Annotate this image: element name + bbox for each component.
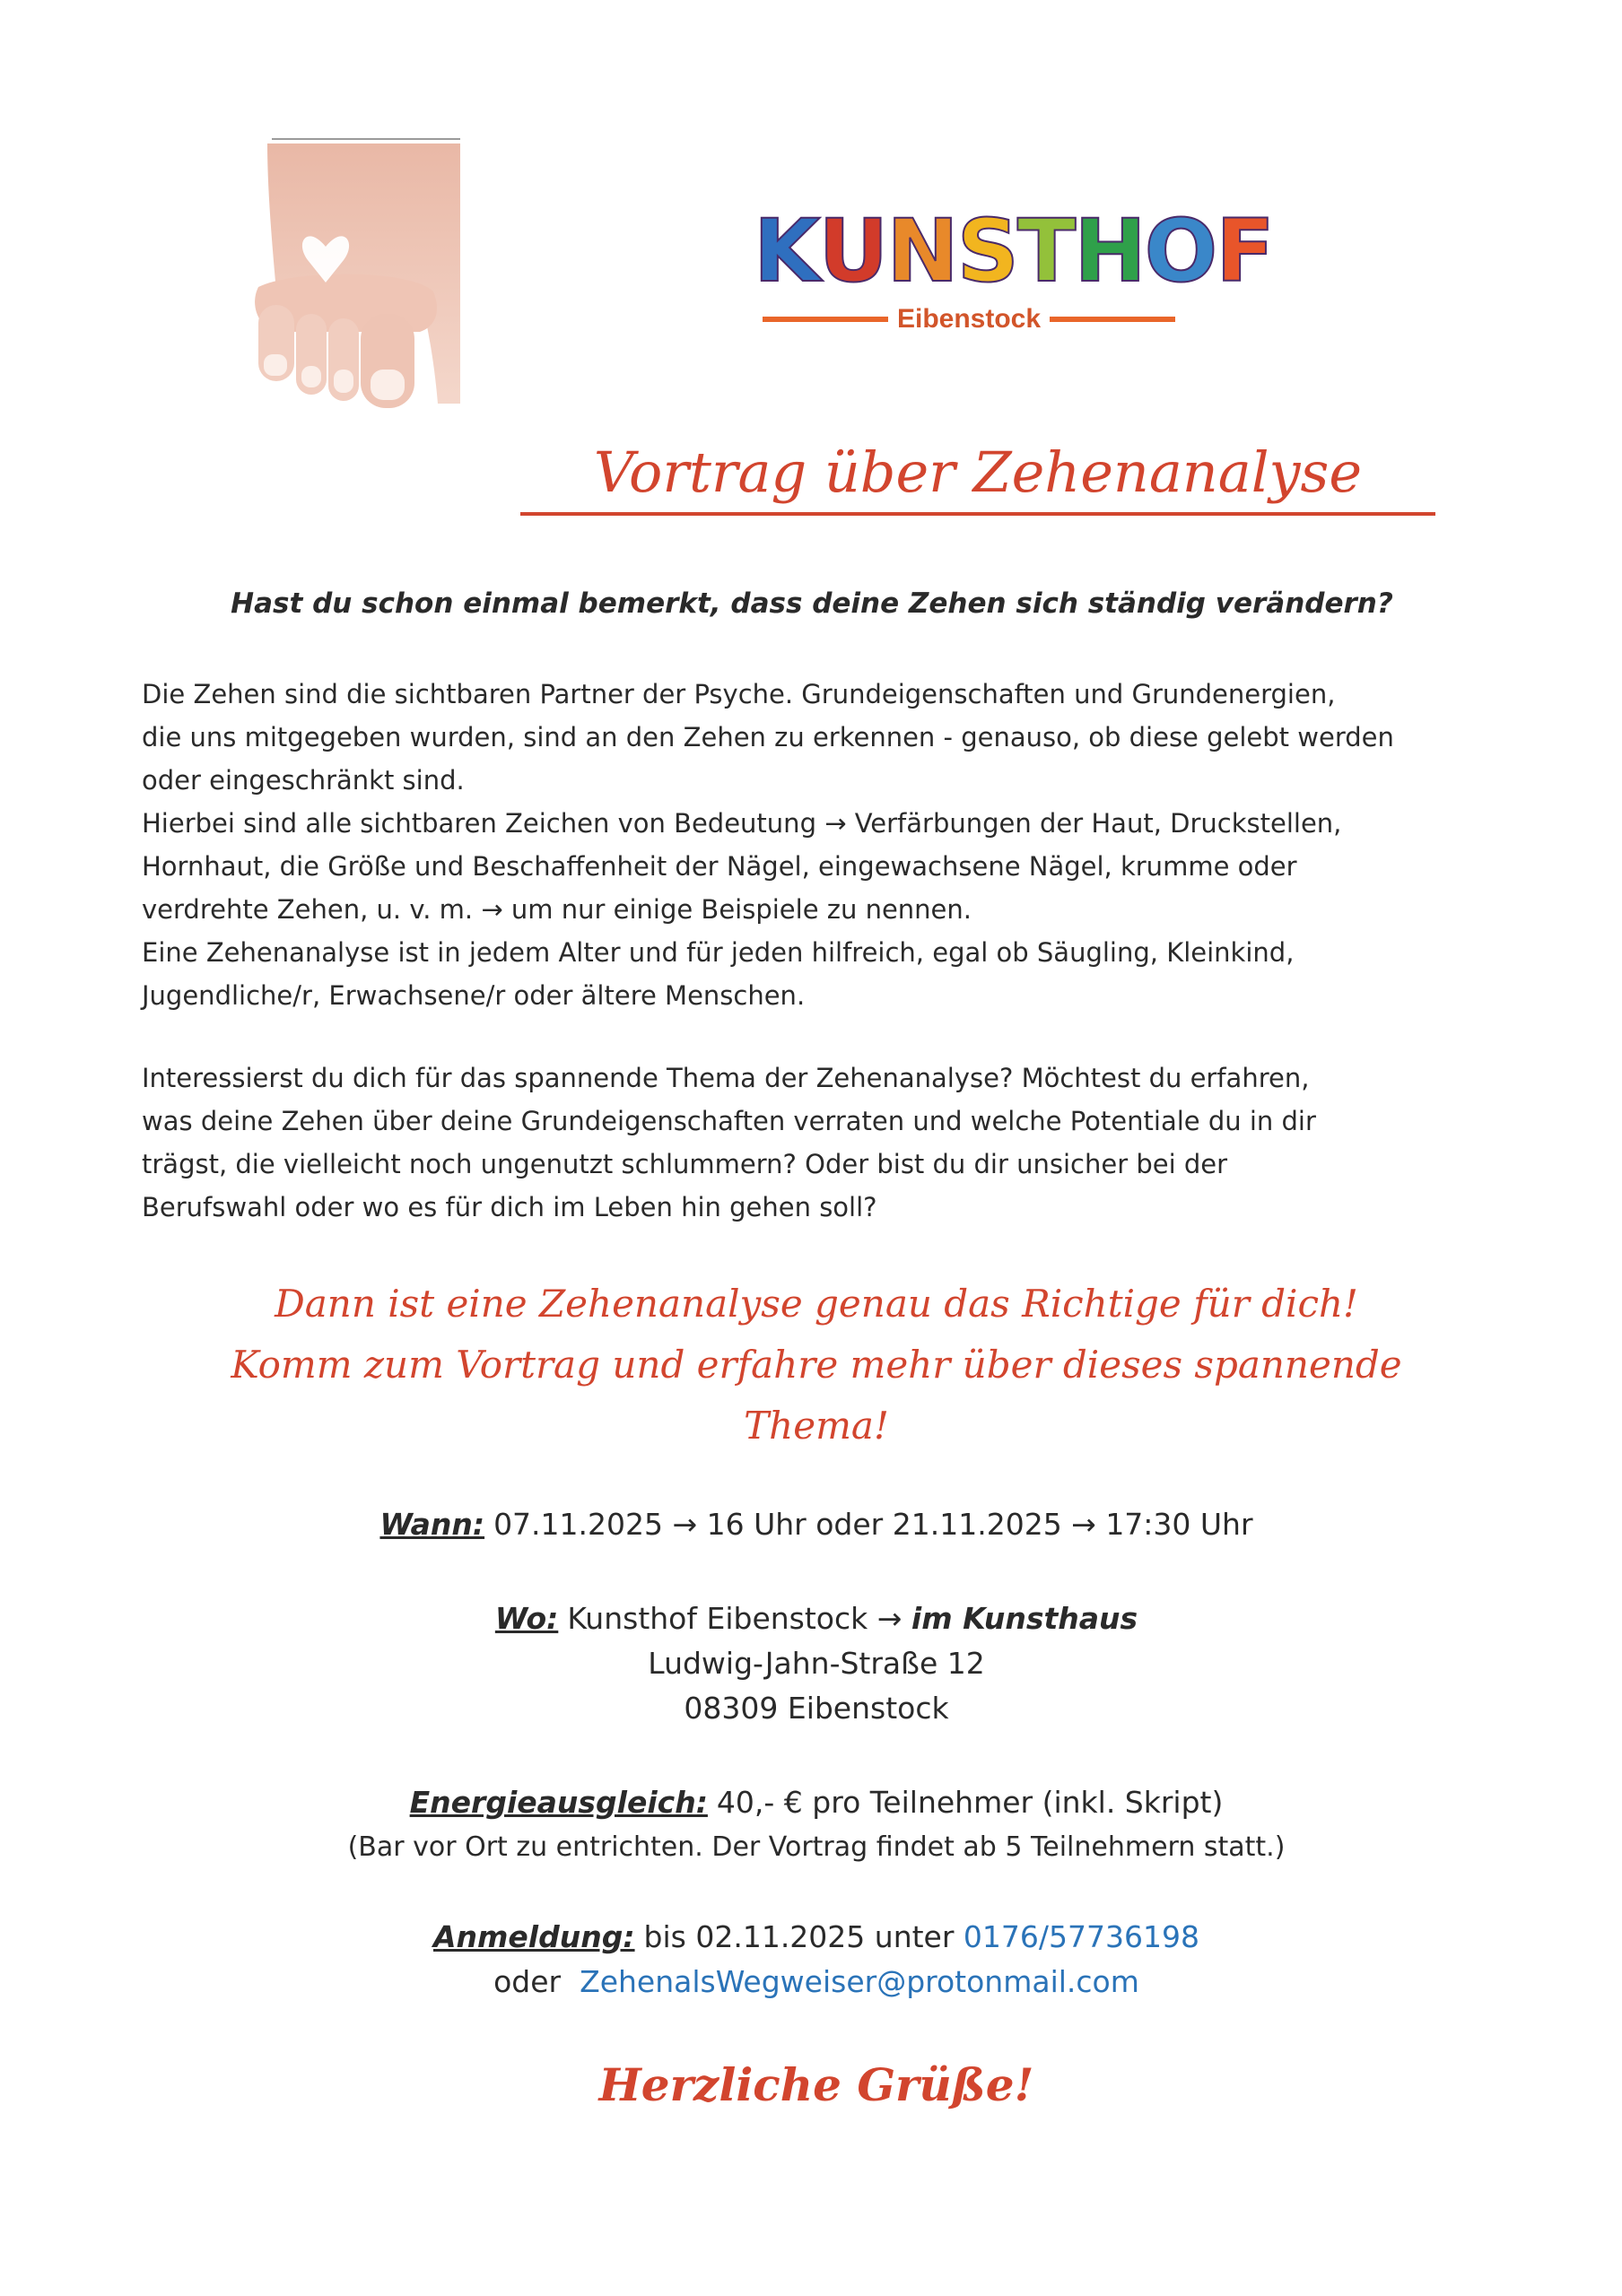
text-line: Interessierst du dich für das spannende Thema der Zehenanalyse? Möchtest du erfahren, — [142, 1063, 1310, 1093]
lead-question: Hast du schon einmal bemerkt, dass deine Zehen sich ständig verändern? — [231, 587, 1393, 620]
where-venue: Kunsthof Eibenstock → — [567, 1601, 903, 1636]
foot-photo — [240, 135, 465, 413]
signup-label: Anmeldung: — [433, 1919, 635, 1954]
price-text: 40,- € pro Teilnehmer (inkl. Skript) — [716, 1785, 1224, 1820]
logo-wordmark — [754, 201, 1273, 301]
text-line: Die Zehen sind die sichtbaren Partner der Psyche. Grundeigenschaften und Grundenergien, — [142, 679, 1336, 709]
text-line: Hierbei sind alle sichtbaren Zeichen von Bedeutung → Verfärbungen der Haut, Druckstellen, — [142, 808, 1342, 839]
text-line: Jugendliche/r, Erwachsene/r oder ältere Menschen. — [142, 980, 806, 1011]
kunsthof-logo — [754, 201, 1273, 345]
logo-letter-3: N — [886, 201, 957, 301]
text-line: Berufswahl oder wo es für dich im Leben hin gehen soll? — [142, 1192, 877, 1222]
signup-prefix: bis 02.11.2025 unter — [643, 1919, 955, 1954]
text-line: verdrehte Zehen, u. v. m. → um nur einige Beispiele zu nennen. — [142, 894, 972, 925]
signup-or: oder — [493, 1964, 562, 1999]
event-where — [144, 1596, 1489, 1731]
text-line: Hornhaut, die Größe und Beschaffenheit der Nägel, eingewachsene Nägel, krumme oder — [142, 851, 1297, 882]
where-building: im Kunsthaus — [911, 1601, 1138, 1636]
page-title: Vortrag über Zehenanalyse — [520, 439, 1435, 516]
call-to-action — [144, 1274, 1489, 1457]
logo-letter-7: O — [1144, 201, 1216, 301]
logo-line-left — [763, 317, 888, 322]
event-signup — [144, 1915, 1489, 2005]
logo-letter-8: F — [1216, 201, 1273, 301]
text-line: Eine Zehenanalyse ist in jedem Alter und für jeden hilfreich, egal ob Säugling, Kleinkind, — [142, 937, 1295, 968]
price-label: Energieausgleich: — [409, 1785, 708, 1820]
logo-letter-2: U — [818, 201, 887, 301]
cta-line: Komm zum Vortrag und erfahre mehr über dieses spannende — [231, 1343, 1402, 1387]
logo-subline — [754, 304, 1184, 335]
event-when — [144, 1502, 1489, 1547]
logo-letter-5: T — [1016, 201, 1075, 301]
where-label: Wo: — [494, 1601, 559, 1636]
where-street: Ludwig-Jahn-Straße 12 — [648, 1646, 985, 1681]
event-price — [144, 1780, 1489, 1870]
when-text: 07.11.2025 → 16 Uhr oder 21.11.2025 → 17:30 Uhr — [493, 1507, 1253, 1542]
logo-letter-6: H — [1074, 201, 1145, 301]
signup-email-link[interactable]: ZehenalsWegweiser@protonmail.com — [580, 1964, 1139, 1999]
logo-place: Eibenstock — [896, 304, 1042, 334]
price-note: (Bar vor Ort zu entrichten. Der Vortrag findet ab 5 Teilnehmern statt.) — [347, 1831, 1286, 1863]
where-city: 08309 Eibenstock — [684, 1691, 949, 1726]
text-line: was deine Zehen über deine Grundeigenschaften verraten und welche Potentiale du in dir — [142, 1106, 1316, 1136]
text-line: die uns mitgegeben wurden, sind an den Zehen zu erkennen - genauso, ob diese gelebt werden — [142, 722, 1394, 752]
text-line: trägst, die vielleicht noch ungenutzt schlummern? Oder bist du dir unsicher bei der — [142, 1149, 1228, 1179]
logo-line-right — [1050, 317, 1175, 322]
intro-paragraph — [142, 673, 1487, 1017]
when-label: Wann: — [379, 1507, 485, 1542]
question-paragraph — [142, 1057, 1487, 1229]
logo-letter-1: K — [754, 201, 819, 301]
text-line: oder eingeschränkt sind. — [142, 765, 465, 796]
signup-phone[interactable]: 0176/57736198 — [963, 1919, 1199, 1954]
cta-line: Dann ist eine Zehenanalyse genau das Richtige für dich! — [275, 1282, 1358, 1326]
closing-greeting: Herzliche Grüße! — [598, 2058, 1034, 2111]
logo-letter-4: S — [956, 201, 1017, 301]
cta-line: Thema! — [744, 1404, 889, 1448]
